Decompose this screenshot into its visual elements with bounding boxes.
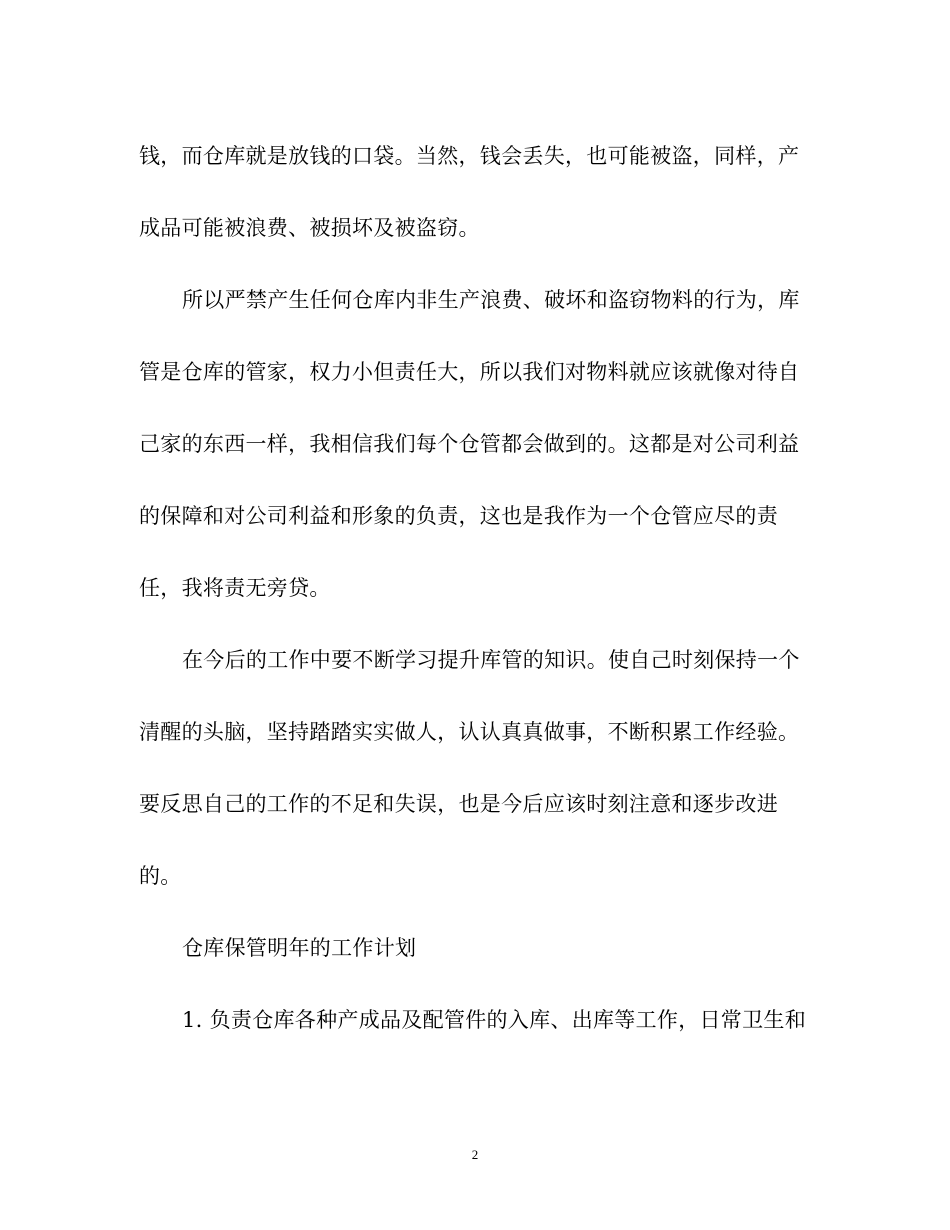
paragraph-line: 任，我将责无旁贷。: [139, 576, 331, 600]
paragraph-line: 己家的东西一样，我相信我们每个仓管都会做到的。这都是对公司利益: [139, 432, 800, 456]
paragraph-line: 在今后的工作中要不断学习提升库管的知识。使自己时刻保持一个: [182, 648, 800, 672]
page-number: 2: [471, 1147, 479, 1162]
list-item: 1. 负责仓库各种产成品及配管件的入库、出库等工作，日常卫生和: [182, 1008, 807, 1032]
paragraph-line: 清醒的头脑，坚持踏踏实实做人，认认真真做事，不断积累工作经验。: [139, 720, 800, 744]
section-heading: 仓库保管明年的工作计划: [182, 936, 417, 960]
paragraph-line: 钱，而仓库就是放钱的口袋。当然，钱会丢失，也可能被盗，同样，产: [139, 144, 800, 168]
paragraph-line: 所以严禁产生任何仓库内非生产浪费、破坏和盗窃物料的行为，库: [182, 288, 800, 312]
paragraph-line: 管是仓库的管家，权力小但责任大，所以我们对物料就应该就像对待自: [139, 360, 800, 384]
paragraph-line: 成品可能被浪费、被损坏及被盗窃。: [139, 216, 480, 240]
paragraph-line: 的保障和对公司利益和形象的负责，这也是我作为一个仓管应尽的责: [139, 504, 778, 528]
paragraph-line: 要反思自己的工作的不足和失误，也是今后应该时刻注意和逐步改进: [139, 792, 778, 816]
paragraph-line: 的。: [139, 864, 182, 888]
